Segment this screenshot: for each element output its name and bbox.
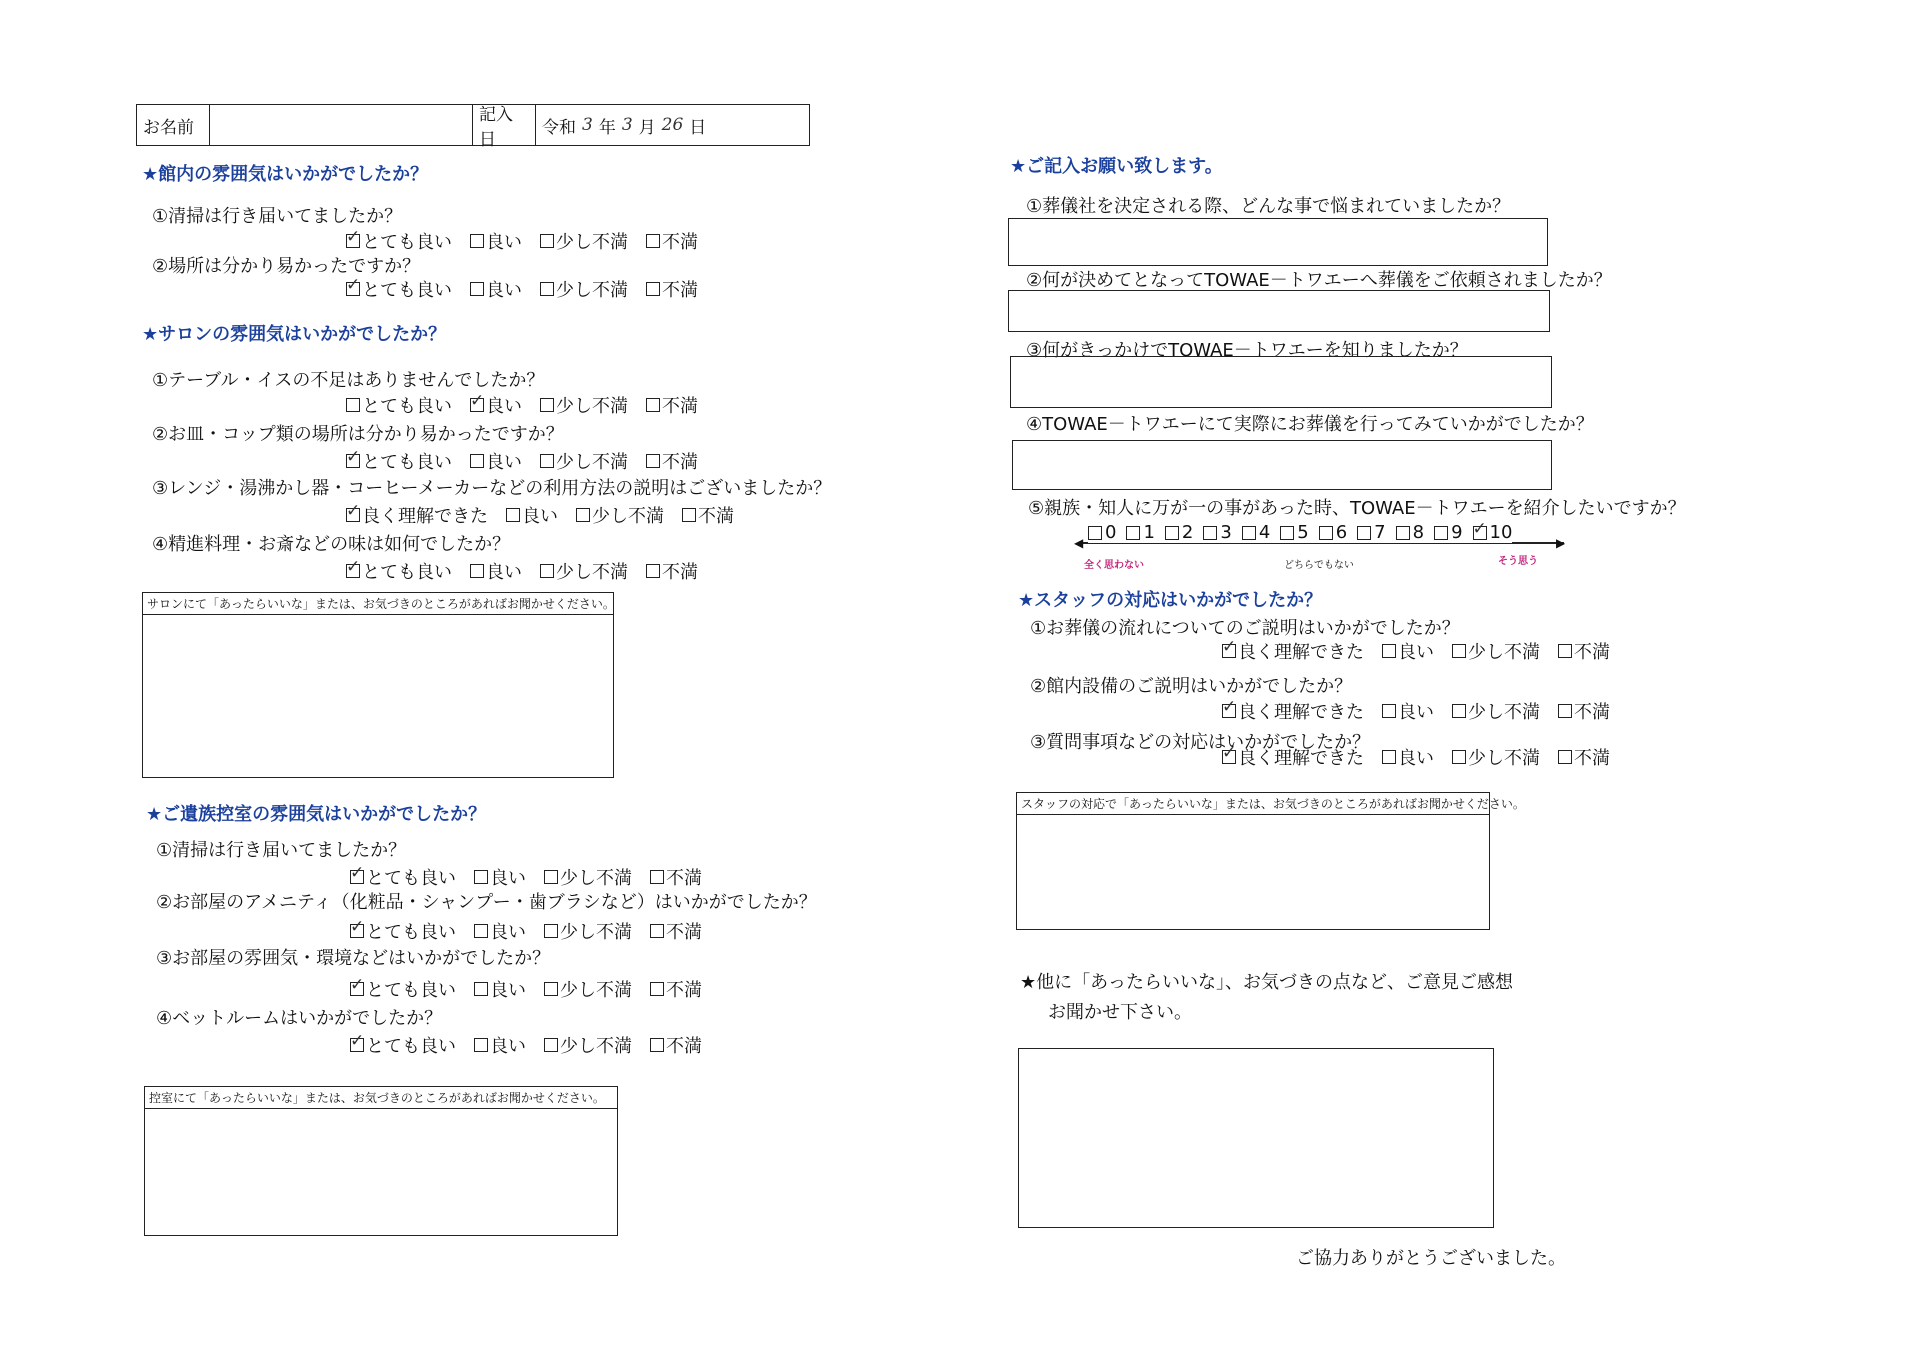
option-label: 少し不満	[560, 922, 632, 943]
recommend-scale	[1088, 522, 1512, 543]
checkbox-icon[interactable]	[346, 564, 360, 578]
name-label: お名前	[137, 105, 210, 145]
checkbox-icon[interactable]	[350, 924, 364, 938]
scale-option-5[interactable]	[1280, 522, 1308, 543]
scale-option-10[interactable]	[1473, 522, 1513, 543]
option-label: とても良い	[366, 868, 456, 889]
option-label: 不満	[662, 452, 698, 473]
salon-q3-text: ③レンジ・湯沸かし器・コーヒーメーカーなどの利用方法の説明はございましたか？	[152, 478, 832, 499]
checkbox-icon[interactable]	[646, 564, 660, 578]
request-q3-answer-box[interactable]	[1010, 356, 1552, 408]
checkbox-icon[interactable]	[346, 454, 360, 468]
date-month: 3	[621, 115, 633, 135]
salon-q1-options	[346, 392, 698, 418]
checkbox-icon[interactable]	[544, 924, 558, 938]
option-label: 少し不満	[1468, 702, 1540, 723]
option-hall-q2-2[interactable]	[540, 276, 628, 302]
checkbox-icon[interactable]	[544, 870, 558, 884]
salon-q4-text: ④精進料理・お斎などの味は如何でしたか？	[152, 534, 511, 555]
option-staff-q3-1[interactable]	[1382, 744, 1434, 770]
staff-q3-text: ③質問事項などの対応はいかがでしたか？	[1030, 732, 1371, 753]
option-family_room-q1-0[interactable]	[350, 864, 456, 890]
checkbox-icon[interactable]	[1558, 750, 1572, 764]
checkbox-icon[interactable]	[650, 982, 664, 996]
checkbox-icon[interactable]	[646, 234, 660, 248]
hall-q2-text: ②場所は分かり易かったですか？	[152, 256, 421, 277]
option-label: 不満	[1574, 642, 1610, 663]
scale-option-1[interactable]	[1126, 522, 1154, 543]
scale-arrow-left-icon: ◀	[1074, 536, 1084, 550]
option-label: 不満	[662, 232, 698, 253]
option-hall-q1-2[interactable]	[540, 228, 628, 254]
checkbox-icon[interactable]	[1203, 526, 1217, 540]
scale-option-2[interactable]	[1165, 522, 1193, 543]
checkbox-icon[interactable]	[474, 924, 488, 938]
scale-arrow-right-icon: ▶	[1556, 536, 1566, 550]
option-label: とても良い	[366, 980, 456, 1001]
checkbox-icon[interactable]	[1558, 704, 1572, 718]
request-q2-text: ②何が決めてとなってTOWAE－トワエーへ葬儀をご依頼されましたか？	[1026, 270, 1612, 291]
checkbox-icon[interactable]	[474, 870, 488, 884]
option-label: 良く理解できた	[1238, 748, 1364, 769]
option-salon-q1-1[interactable]	[470, 392, 522, 418]
request-heading: ★ご記入お願い致します。	[1010, 156, 1223, 177]
salon-comment-caption: サロンにて「あったらいいな」または、お気づきのところがあればお聞かせください。	[143, 593, 613, 615]
option-label: 良く理解できた	[1238, 642, 1364, 663]
staff-q2-text: ②館内設備のご説明はいかがでしたか？	[1030, 676, 1353, 697]
scale-option-label: 3	[1220, 522, 1232, 543]
checkbox-icon[interactable]	[544, 982, 558, 996]
option-label: 不満	[666, 980, 702, 1001]
family-q2-text: ②お部屋のアメニティ（化粧品・シャンプー・歯ブラシなど）はいかがでしたか？	[156, 892, 817, 913]
option-label: 良く理解できた	[362, 506, 488, 527]
salon-q3-options	[346, 502, 734, 528]
option-label: 少し不満	[556, 452, 628, 473]
option-salon-q2-2[interactable]	[540, 448, 628, 474]
option-label: 良い	[490, 922, 526, 943]
option-staff-q3-2[interactable]	[1452, 744, 1540, 770]
option-label: 不満	[666, 868, 702, 889]
option-staff-q1-0[interactable]	[1222, 638, 1364, 664]
option-label: とても良い	[366, 1036, 456, 1057]
option-hall-q1-3[interactable]	[646, 228, 698, 254]
option-staff-q1-1[interactable]	[1382, 638, 1434, 664]
checkbox-icon[interactable]	[474, 982, 488, 996]
scale-option-label: 9	[1451, 522, 1463, 543]
option-label: 少し不満	[556, 562, 628, 583]
request-q1-answer-box[interactable]	[1008, 218, 1548, 266]
checkbox-icon[interactable]	[1242, 526, 1256, 540]
option-label: 良い	[522, 506, 558, 527]
option-label: 不満	[666, 922, 702, 943]
option-family_room-q3-3[interactable]	[650, 976, 702, 1002]
option-label: 少し不満	[560, 868, 632, 889]
option-label: 少し不満	[556, 232, 628, 253]
salon-heading: ★サロンの雰囲気はいかがでしたか？	[142, 324, 447, 345]
option-label: 不満	[662, 562, 698, 583]
checkbox-icon[interactable]	[1434, 526, 1448, 540]
date-year: 3	[582, 115, 593, 135]
option-label: 不満	[662, 280, 698, 301]
checkbox-icon[interactable]	[650, 870, 664, 884]
staff-comment-caption: スタッフの対応で「あったらいいな」または、お気づきのところがあればお聞かせください。	[1017, 793, 1489, 815]
option-label: 少し不満	[560, 980, 632, 1001]
scale-option-label: 2	[1181, 522, 1194, 543]
checkbox-icon[interactable]	[1382, 750, 1396, 764]
checkbox-icon[interactable]	[350, 870, 364, 884]
option-family_room-q4-0[interactable]	[350, 1032, 456, 1058]
checkbox-icon[interactable]	[470, 282, 484, 296]
scale-option-label: 7	[1374, 522, 1386, 543]
option-family_room-q1-2[interactable]	[544, 864, 632, 890]
option-label: 少し不満	[560, 1036, 632, 1057]
option-family_room-q2-3[interactable]	[650, 918, 702, 944]
scale-option-label: 4	[1258, 522, 1271, 543]
option-label: 良い	[486, 280, 522, 301]
option-label: 少し不満	[592, 506, 664, 527]
checkbox-icon[interactable]	[540, 234, 554, 248]
date-year-unit: 年	[598, 117, 616, 138]
option-label: 少し不満	[556, 396, 628, 417]
scale-option-label: 10	[1489, 522, 1513, 543]
family-comment-caption: 控室にて「あったらいいな」または、お気づきのところがあればお聞かせください。	[145, 1087, 617, 1109]
request-q4-text: ④TOWAE－トワエーにて実際にお葬儀を行ってみていかがでしたか？	[1026, 414, 1594, 435]
option-salon-q1-2[interactable]	[540, 392, 628, 418]
option-staff-q2-1[interactable]	[1382, 698, 1434, 724]
option-label: とても良い	[362, 562, 452, 583]
scale-right-label: そう思う	[1498, 556, 1538, 567]
header-table	[136, 104, 810, 150]
checkbox-icon[interactable]	[474, 1038, 488, 1052]
option-family_room-q3-2[interactable]	[544, 976, 632, 1002]
hall-q1-text: ①清掃は行き届いてましたか？	[152, 206, 403, 227]
checkbox-icon[interactable]	[470, 564, 484, 578]
staff-q1-text: ①お葬儀の流れについてのご説明はいかがでしたか？	[1030, 618, 1460, 639]
checkbox-icon[interactable]	[1558, 644, 1572, 658]
family-q4-text: ④ベットルームはいかがでしたか？	[156, 1008, 443, 1029]
family-heading: ★ご遺族控室の雰囲気はいかがでしたか？	[146, 804, 487, 825]
option-staff-q1-3[interactable]	[1558, 638, 1610, 664]
scale-option-4[interactable]	[1242, 522, 1270, 543]
option-staff-q1-2[interactable]	[1452, 638, 1540, 664]
checkbox-icon[interactable]	[650, 1038, 664, 1052]
option-label: 良い	[1398, 642, 1434, 663]
option-hall-q1-1[interactable]	[470, 228, 522, 254]
checkbox-icon[interactable]	[540, 282, 554, 296]
option-salon-q1-0[interactable]	[346, 392, 452, 418]
checkbox-icon[interactable]	[540, 454, 554, 468]
option-family_room-q1-1[interactable]	[474, 864, 526, 890]
checkbox-icon[interactable]	[1319, 526, 1333, 540]
thanks-text: ご協力ありがとうございました。	[1296, 1248, 1566, 1269]
hall-heading: ★館内の雰囲気はいかがでしたか？	[142, 164, 429, 185]
scale-option-label: 1	[1143, 522, 1155, 543]
option-label: 良い	[1398, 748, 1434, 769]
option-family_room-q4-2[interactable]	[544, 1032, 632, 1058]
option-label: 不満	[666, 1036, 702, 1057]
date-month-unit: 月	[638, 117, 656, 138]
checkbox-icon[interactable]	[346, 398, 360, 412]
checkbox-icon[interactable]	[506, 508, 520, 522]
checkbox-icon[interactable]	[650, 924, 664, 938]
request-q4-answer-box[interactable]	[1012, 440, 1552, 490]
checkbox-icon[interactable]	[576, 508, 590, 522]
checkbox-icon[interactable]	[544, 1038, 558, 1052]
checkbox-icon[interactable]	[1222, 704, 1236, 718]
option-label: とても良い	[362, 232, 452, 253]
checkbox-icon[interactable]	[1222, 750, 1236, 764]
option-label: とても良い	[362, 280, 452, 301]
staff-comment-box[interactable]	[1016, 792, 1525, 930]
checkbox-icon[interactable]	[470, 398, 484, 412]
checkbox-icon[interactable]	[470, 454, 484, 468]
scale-option-label: 8	[1412, 522, 1425, 543]
option-label: 良い	[1398, 702, 1434, 723]
option-salon-q3-1[interactable]	[506, 502, 558, 528]
checkbox-icon[interactable]	[346, 234, 360, 248]
scale-option-9[interactable]	[1434, 522, 1462, 543]
option-label: 少し不満	[1468, 748, 1540, 769]
option-label: とても良い	[366, 922, 456, 943]
scale-option-3[interactable]	[1203, 522, 1231, 543]
option-label: 良い	[490, 868, 526, 889]
option-staff-q2-2[interactable]	[1452, 698, 1540, 724]
option-label: 不満	[1574, 702, 1610, 723]
option-label: 良い	[486, 452, 522, 473]
checkbox-icon[interactable]	[540, 398, 554, 412]
option-salon-q2-1[interactable]	[470, 448, 522, 474]
family-q4-options	[350, 1032, 702, 1058]
option-label: 良い	[490, 1036, 526, 1057]
date-field[interactable]	[536, 105, 809, 145]
checkbox-icon[interactable]	[646, 398, 660, 412]
option-family_room-q3-1[interactable]	[474, 976, 526, 1002]
checkbox-icon[interactable]	[1382, 644, 1396, 658]
salon-q2-options	[346, 448, 698, 474]
option-family_room-q4-1[interactable]	[474, 1032, 526, 1058]
option-family_room-q3-0[interactable]	[350, 976, 456, 1002]
option-family_room-q2-2[interactable]	[544, 918, 632, 944]
hall-q1-options	[346, 228, 698, 254]
request-q5-text: ⑤親族・知人に万が一の事があった時、TOWAE－トワエーを紹介したいですか？	[1028, 498, 1686, 519]
option-salon-q2-0[interactable]	[346, 448, 452, 474]
staff-q2-options	[1222, 698, 1610, 724]
option-label: とても良い	[362, 452, 452, 473]
option-family_room-q1-3[interactable]	[650, 864, 702, 890]
option-label: とても良い	[362, 396, 452, 417]
option-salon-q4-3[interactable]	[646, 558, 698, 584]
checkbox-icon[interactable]	[346, 282, 360, 296]
option-label: 良い	[486, 396, 522, 417]
family-q3-options	[350, 976, 702, 1002]
option-staff-q2-0[interactable]	[1222, 698, 1364, 724]
option-label: 良く理解できた	[1238, 702, 1364, 723]
checkbox-icon[interactable]	[646, 454, 660, 468]
other-line1: ★他に「あったらいいな」、お気づきの点など、ご意見ご感想	[1020, 972, 1513, 993]
option-label: 少し不満	[556, 280, 628, 301]
option-label: 良い	[486, 562, 522, 583]
hall-q2-options	[346, 276, 698, 302]
option-salon-q4-0[interactable]	[346, 558, 452, 584]
checkbox-icon[interactable]	[1452, 750, 1466, 764]
checkbox-icon[interactable]	[682, 508, 696, 522]
option-label: 少し不満	[1468, 642, 1540, 663]
salon-q2-text: ②お皿・コップ類の場所は分かり易かったですか？	[152, 424, 564, 445]
scale-option-label: 0	[1105, 522, 1117, 543]
family-q1-text: ①清掃は行き届いてましたか？	[156, 840, 407, 861]
checkbox-icon[interactable]	[1357, 526, 1371, 540]
other-comment-box[interactable]	[1018, 1048, 1494, 1228]
other-line2: お聞かせ下さい。	[1048, 1002, 1192, 1023]
scale-option-0[interactable]	[1088, 522, 1116, 543]
option-staff-q3-3[interactable]	[1558, 744, 1610, 770]
option-salon-q2-3[interactable]	[646, 448, 698, 474]
family-q3-text: ③お部屋の雰囲気・環境などはいかがでしたか？	[156, 948, 551, 969]
checkbox-icon[interactable]	[1126, 526, 1140, 540]
checkbox-icon[interactable]	[1382, 704, 1396, 718]
checkbox-icon[interactable]	[350, 1038, 364, 1052]
staff-q1-options	[1222, 638, 1610, 664]
option-salon-q1-3[interactable]	[646, 392, 698, 418]
option-family_room-q2-0[interactable]	[350, 918, 456, 944]
checkbox-icon[interactable]	[1452, 644, 1466, 658]
checkbox-icon[interactable]	[1222, 644, 1236, 658]
option-hall-q2-3[interactable]	[646, 276, 698, 302]
option-hall-q2-0[interactable]	[346, 276, 452, 302]
scale-option-label: 6	[1335, 522, 1348, 543]
checkbox-icon[interactable]	[346, 508, 360, 522]
checkbox-icon[interactable]	[646, 282, 660, 296]
option-salon-q3-2[interactable]	[576, 502, 664, 528]
option-salon-q4-1[interactable]	[470, 558, 522, 584]
date-day-unit: 日	[689, 117, 707, 138]
scale-option-7[interactable]	[1357, 522, 1385, 543]
option-label: 不満	[698, 506, 734, 527]
option-label: 良い	[486, 232, 522, 253]
scale-option-label: 5	[1297, 522, 1309, 543]
option-label: 不満	[662, 396, 698, 417]
date-label: 記入日	[473, 105, 536, 145]
checkbox-icon[interactable]	[1280, 526, 1294, 540]
checkbox-icon[interactable]	[540, 564, 554, 578]
name-field[interactable]	[210, 105, 473, 145]
date-day: 26	[661, 115, 684, 135]
option-label: 良い	[490, 980, 526, 1001]
option-salon-q4-2[interactable]	[540, 558, 628, 584]
request-q3-text: ③何がきっかけでTOWAE－トワエーを知りましたか？	[1026, 340, 1468, 361]
family-q1-options	[350, 864, 702, 890]
family-comment-box[interactable]	[144, 1086, 618, 1236]
scale-option-8[interactable]	[1396, 522, 1424, 543]
option-salon-q3-0[interactable]	[346, 502, 488, 528]
checkbox-icon[interactable]	[1473, 526, 1487, 540]
staff-heading: ★スタッフの対応はいかがでしたか？	[1018, 590, 1323, 611]
scale-mid-label: どちらでもない	[1284, 560, 1354, 571]
checkbox-icon[interactable]	[470, 234, 484, 248]
request-q1-text: ①葬儀社を決定される際、どんな事で悩まれていましたか？	[1026, 196, 1511, 217]
scale-option-6[interactable]	[1319, 522, 1347, 543]
checkbox-icon[interactable]	[1396, 526, 1410, 540]
option-staff-q3-0[interactable]	[1222, 744, 1364, 770]
option-family_room-q2-1[interactable]	[474, 918, 526, 944]
checkbox-icon[interactable]	[1165, 526, 1179, 540]
option-hall-q1-0[interactable]	[346, 228, 452, 254]
salon-comment-box[interactable]	[142, 592, 614, 778]
family-q2-options	[350, 918, 702, 944]
checkbox-icon[interactable]	[350, 982, 364, 996]
request-q2-answer-box[interactable]	[1008, 290, 1550, 332]
scale-left-label: 全く思わない	[1084, 560, 1144, 571]
option-hall-q2-1[interactable]	[470, 276, 522, 302]
option-family_room-q4-3[interactable]	[650, 1032, 702, 1058]
salon-q1-text: ①テーブル・イスの不足はありませんでしたか？	[152, 370, 545, 391]
option-label: 不満	[1574, 748, 1610, 769]
option-salon-q3-3[interactable]	[682, 502, 734, 528]
checkbox-icon[interactable]	[1088, 526, 1102, 540]
option-staff-q2-3[interactable]	[1558, 698, 1610, 724]
checkbox-icon[interactable]	[1452, 704, 1466, 718]
date-era: 令和	[542, 117, 576, 138]
staff-q3-options	[1222, 744, 1610, 770]
salon-q4-options	[346, 558, 698, 584]
